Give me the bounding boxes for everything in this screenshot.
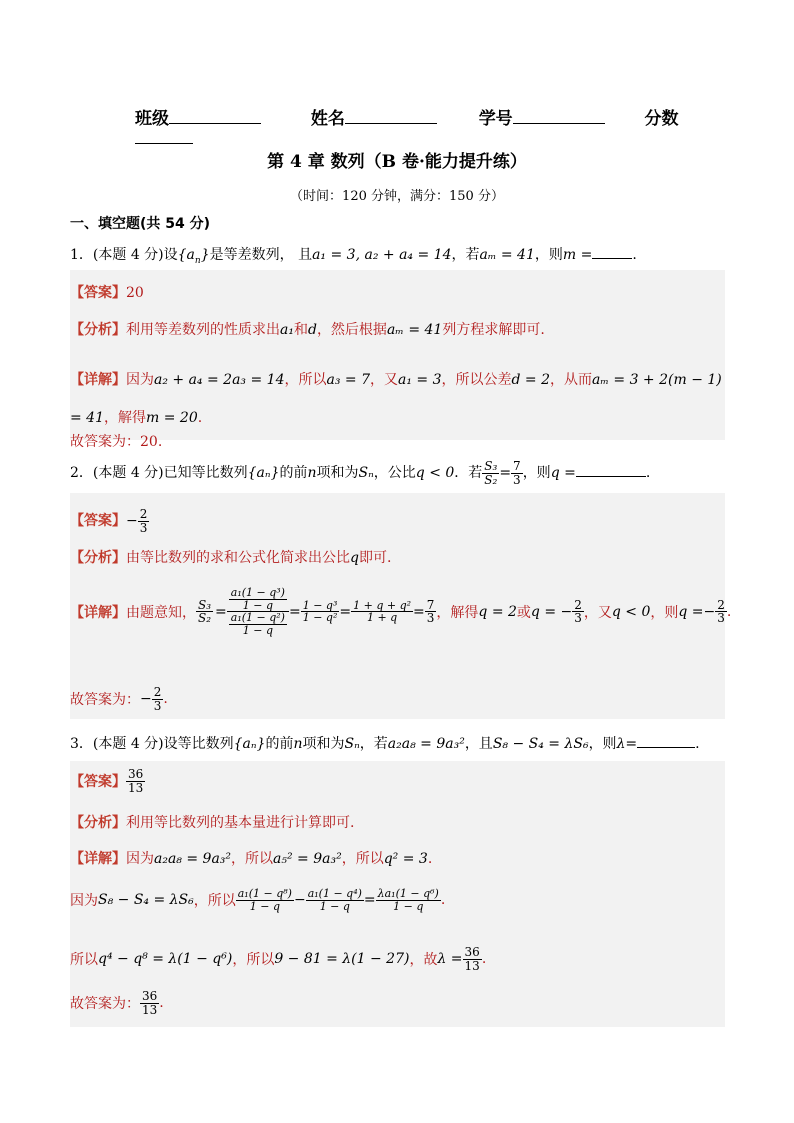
seven-thirds: $\frac{7}{3}$ bbox=[513, 459, 521, 487]
name-label: 姓名 bbox=[310, 109, 345, 129]
student-info-row bbox=[135, 104, 735, 149]
score-blank[interactable] bbox=[135, 143, 193, 144]
q3-answer-blank[interactable] bbox=[637, 747, 695, 748]
s3-over-s2: $\frac{\text{S₃}}{\text{S₂}}$ bbox=[484, 459, 498, 487]
id-label: 学号 bbox=[478, 109, 513, 129]
q1-final: 故答案为：20. bbox=[70, 434, 163, 450]
q2-big-fraction: $\frac{\frac{\text{a₁(1 − q³)}}{1 - q}}{\frac{\text{a₁(1 − q²)}}{1 - q}}$ bbox=[227, 587, 289, 636]
question-2-stem: 2．(本题 4 分)已知等比数列{aₙ}的前n项和为Sₙ，公比q < 0．若 $\frac{\text{S₃}}{\text{S₂}}$ = $\frac{7}{3}$ ，则q = . bbox=[70, 459, 651, 487]
q2-detail: 【详解】 由题意知， $\frac{\text{S₃}}{\text{S₂}}$ = $\frac{\frac{\text{a₁(1 − q³)}}{1 - q}}{\frac{\text{a₁(1 − q²)}}{1 - q}}$ = $\frac{\text{1 − q³}}{\text{1 − q²}}$ = $\frac{\text{1 + q + q²}}{1 + q}$ = $\frac{7}{3}$ ，解得 q = 2 或 q = − $\frac{2}{3}$ ，又 q < 0 ，则 q = − $\frac{2}{3}$ . bbox=[70, 586, 732, 637]
id-blank[interactable] bbox=[513, 123, 605, 124]
question-1-stem: 1．(本题 4 分)设$\{a_n\}$是等差数列， 且a₁ = 3, a₂ + a₄ = 14，若aₘ = 41，则m = . bbox=[70, 247, 637, 266]
class-label: 班级 bbox=[135, 109, 169, 129]
section-title: 一、填空题(共 54 分) bbox=[70, 216, 211, 232]
score-label: 分数 bbox=[644, 109, 679, 129]
q3-analysis: 【分析】利用等比数列的基本量进行计算即可. bbox=[70, 815, 355, 831]
class-blank[interactable] bbox=[169, 123, 261, 124]
q2-answer: 【答案】− $\frac{2}{3}$ bbox=[70, 507, 148, 535]
q2-analysis: 【分析】由等比数列的求和公式化简求出公比q即可. bbox=[70, 550, 392, 566]
q2-final: 故答案为： − $\frac{2}{3}$ . bbox=[70, 685, 168, 713]
question-3-stem: 3．(本题 4 分)设等比数列{aₙ}的前n项和为Sₙ，若a₂a₈ = 9a₃²，且S₈ − S₄ = λS₆，则λ= . bbox=[70, 736, 700, 752]
q2-answer-blank[interactable] bbox=[576, 476, 646, 477]
q3-final: 故答案为： $\frac{36}{13}$ . bbox=[70, 989, 164, 1017]
q3-detail-1: 【详解】因为a₂a₈ = 9a₃²，所以a₅² = 9a₃²，所以q² = 3. bbox=[70, 851, 433, 867]
q3-answer: 【答案】 $\frac{36}{13}$ bbox=[70, 767, 144, 795]
q3-detail-2: 因为 S₈ − S₄ = λS₆ ，所以 $\frac{\text{a₁(1 − q⁸)}}{1 - q}$ − $\frac{\text{a₁(1 − q⁴)}}{1 - q}$ = $\frac{\text{λa₁(1 − q⁶)}}{1 - q}$ . bbox=[70, 887, 446, 913]
q1-answer-blank[interactable] bbox=[592, 258, 632, 259]
page-title: 第 4 章 数列（B 卷·能力提升练） bbox=[267, 152, 527, 172]
name-blank[interactable] bbox=[345, 123, 437, 124]
q1-detail: 【详解】因为a₂ + a₄ = 2a₃ = 14，所以a₃ = 7，又a₁ = 3，所以公差d = 2，从而aₘ = 3 + 2(m − 1) = 41，解得m = 20. bbox=[70, 372, 722, 426]
q1-answer: 【答案】20 bbox=[70, 285, 144, 301]
q3-detail-3: 所以 q⁴ − q⁸ = λ(1 − q⁶) ，所以 9 − 81 = λ(1 − 27) ，故 λ = $\frac{36}{13}$ . bbox=[70, 945, 487, 973]
q1-analysis: 【分析】利用等差数列的性质求出a₁和d，然后根据aₘ = 41列方程求解即可. bbox=[70, 322, 545, 338]
page-subtitle: （时间：120 分钟，满分：150 分） bbox=[290, 189, 504, 204]
